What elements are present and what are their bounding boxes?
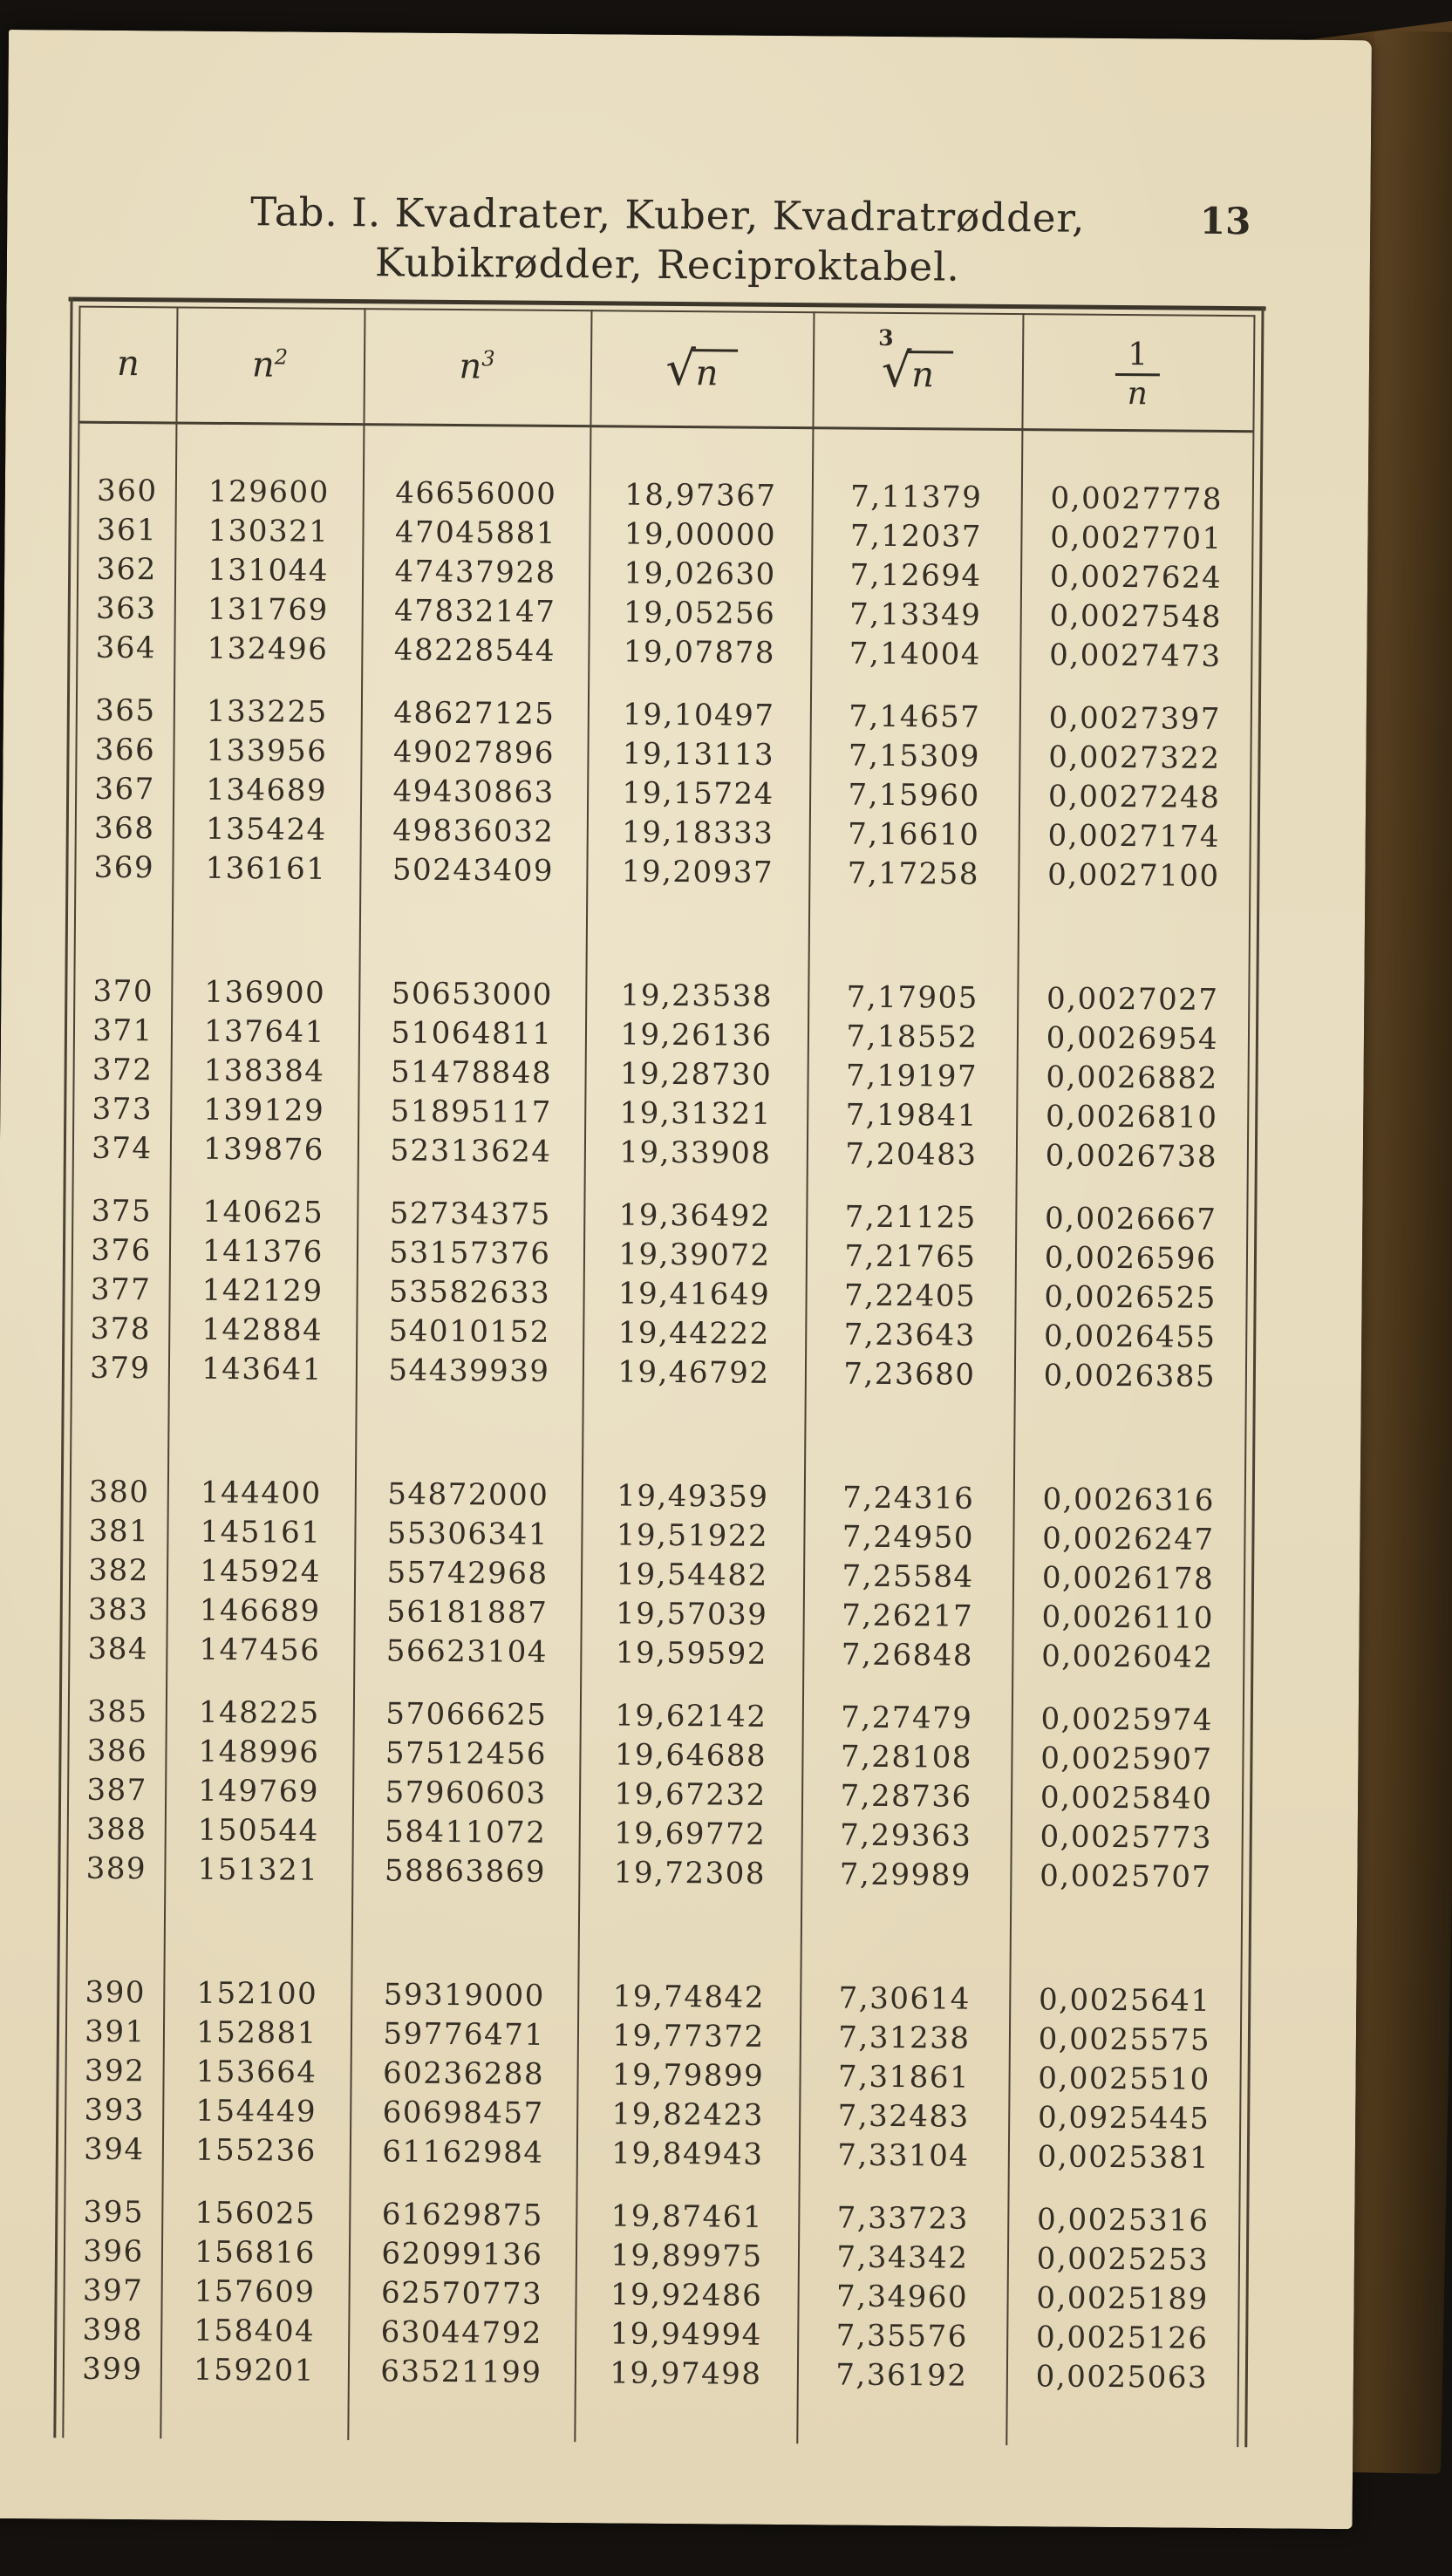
table-cell: 57066625: [385, 1696, 548, 1733]
table-cell: 19,54482: [616, 1557, 768, 1593]
table-cell: 0,0026110: [1041, 1599, 1215, 1636]
table-cell: 19,74842: [612, 1979, 766, 2015]
table-cell: 0,0026042: [1041, 1639, 1214, 1675]
table-cell: 151321: [197, 1851, 319, 1888]
table-cell: 152100: [196, 1975, 318, 2012]
table-cell: 0,0027624: [1049, 559, 1223, 596]
table-cell: 0,0026596: [1044, 1240, 1217, 1277]
table-cell: 62570773: [380, 2275, 543, 2312]
table-cell: 0,0925445: [1037, 2100, 1210, 2136]
table-cell: 7,28736: [840, 1778, 972, 1815]
table-cell: 7,32483: [837, 2098, 970, 2135]
table-cell: 395: [83, 2194, 145, 2231]
table-row: [66, 2130, 1239, 2179]
table-cell: 150544: [197, 1812, 319, 1849]
table-cell: 19,10497: [623, 697, 775, 733]
table-cell: 49836032: [392, 813, 555, 849]
table-cell: 7,26848: [841, 1637, 974, 1673]
table-cell: 0,0025840: [1040, 1780, 1213, 1816]
table-cell: 377: [90, 1271, 152, 1308]
table-cell: 57512456: [385, 1735, 548, 1772]
table-cell: 19,94994: [610, 2316, 763, 2353]
table-cell: 0,0026455: [1043, 1319, 1217, 1355]
table-cell: 380: [88, 1474, 150, 1510]
table-cell: 7,24316: [842, 1480, 975, 1516]
table-cell: 0,0026954: [1046, 1020, 1219, 1057]
table-cell: 55742968: [386, 1555, 549, 1591]
table-cell: 19,18333: [622, 814, 774, 851]
table-cell: 7,21765: [844, 1238, 977, 1275]
table-cell: 7,34960: [835, 2279, 969, 2315]
table-cell: 129600: [208, 474, 330, 510]
table-cell: 63521199: [380, 2354, 542, 2390]
table-cell: 19,49359: [617, 1478, 769, 1515]
table-cell: 0,0025641: [1038, 1982, 1211, 2019]
table-cell: 374: [92, 1130, 153, 1167]
table-cell: 19,20937: [621, 854, 774, 890]
table-cell: 372: [92, 1052, 153, 1088]
table-cell: 396: [83, 2233, 144, 2270]
table-cell: 397: [82, 2273, 144, 2309]
table-cell: 7,12037: [849, 518, 983, 555]
table-cell: 145924: [200, 1553, 322, 1590]
table-cell: 158404: [194, 2313, 316, 2349]
table-cell: 7,17258: [847, 855, 980, 892]
table-cell: 19,13113: [622, 736, 775, 773]
table-cell: 133956: [206, 733, 328, 769]
table-cell: 48627125: [393, 695, 556, 732]
table-cell: 19,79899: [611, 2057, 765, 2094]
table-row: [65, 2350, 1237, 2399]
table-cell: 7,36192: [835, 2357, 968, 2394]
table-cell: 393: [84, 2092, 146, 2129]
table-cell: 54872000: [387, 1476, 549, 1513]
table-cell: 394: [84, 2131, 145, 2168]
table-cell: 143641: [201, 1351, 323, 1387]
table-cell: 7,16610: [848, 816, 980, 853]
table-cell: 18,97367: [624, 477, 777, 514]
table-cell: 0,0027322: [1048, 739, 1221, 776]
table-cell: 141376: [201, 1233, 324, 1270]
table-cell: 19,33908: [619, 1135, 772, 1171]
table-cell: 378: [90, 1311, 152, 1347]
table-cell: 376: [91, 1232, 152, 1269]
page-header: [81, 186, 1255, 295]
table-cell: 50243409: [392, 852, 555, 889]
table-cell: 19,39072: [618, 1237, 771, 1273]
table-cell: 19,77372: [612, 2018, 765, 2055]
table-cell: 19,51922: [616, 1517, 769, 1554]
table-cell: 19,15724: [622, 775, 774, 812]
table-cell: 156025: [194, 2195, 317, 2232]
math-table: [64, 306, 1253, 2447]
table-cell: 19,92486: [610, 2277, 763, 2314]
table-cell: 19,67232: [614, 1776, 767, 1813]
table-cell: 0,0025510: [1038, 2061, 1210, 2097]
table-cell: 390: [85, 1974, 147, 2011]
table-cell: 19,62142: [615, 1698, 767, 1734]
table-cell: 0,0027701: [1050, 520, 1223, 556]
table-cell: 7,13349: [849, 596, 982, 633]
table-cell: 0,0025381: [1037, 2139, 1210, 2176]
table-cell: 0,0025773: [1040, 1819, 1213, 1856]
book-page: [0, 30, 1372, 2529]
table-cell: 399: [82, 2351, 143, 2388]
table-cell: 0,0025189: [1036, 2280, 1209, 2317]
table-cell: 0,0025575: [1038, 2021, 1211, 2058]
table-cell: 360: [96, 473, 158, 509]
table-cell: 7,24950: [842, 1519, 975, 1556]
table-cell: 0,0026667: [1044, 1201, 1217, 1237]
table-cell: 365: [95, 692, 156, 729]
table-cell: 0,0025063: [1035, 2359, 1209, 2395]
table-cell: 7,31861: [837, 2059, 971, 2096]
table-cell: 19,87461: [610, 2198, 764, 2235]
header-cell-n-squared: $n^2$: [251, 344, 289, 385]
table-cell: 19,64688: [614, 1737, 767, 1774]
table-cell: 7,14657: [849, 699, 981, 735]
table-cell: 0,0027174: [1047, 818, 1221, 855]
table-cell: 379: [90, 1350, 151, 1387]
table-cell: 52313624: [390, 1133, 552, 1169]
row-group: [65, 2193, 1239, 2399]
table-cell: 0,0027473: [1049, 637, 1222, 674]
table-cell: 54439939: [388, 1353, 550, 1389]
table-cell: 387: [86, 1772, 148, 1809]
table-cell: 375: [91, 1193, 153, 1230]
table-cell: 0,0026882: [1046, 1060, 1218, 1096]
table-cell: 136161: [205, 850, 327, 887]
table-cell: 370: [92, 973, 154, 1010]
table-cell: 159201: [193, 2352, 315, 2389]
table-cell: 156816: [194, 2234, 317, 2271]
table-cell: 139876: [202, 1131, 324, 1168]
table-cell: 7,33104: [837, 2137, 970, 2174]
table-cell: 7,29989: [839, 1857, 972, 1893]
table-cell: 7,17905: [846, 979, 979, 1016]
table-cell: 148996: [198, 1734, 320, 1770]
table-cell: 7,20483: [845, 1136, 978, 1173]
table-cell: 135424: [205, 811, 327, 848]
table-cell: 52734375: [389, 1196, 552, 1232]
table-cell: 0,0026525: [1044, 1279, 1217, 1316]
table-cell: 7,25584: [842, 1558, 974, 1595]
table-cell: 364: [95, 630, 157, 666]
table-cell: 366: [94, 732, 156, 768]
table-cell: 153664: [195, 2054, 317, 2090]
table-cell: 149769: [198, 1773, 320, 1809]
table-header: [79, 306, 1253, 431]
table-cell: 155236: [194, 2132, 317, 2169]
table-cell: 145161: [200, 1514, 322, 1550]
table-cell: 0,0026385: [1043, 1358, 1217, 1394]
table-cell: 385: [86, 1693, 148, 1730]
table-cell: 53582633: [388, 1274, 551, 1311]
table-cell: 7,18552: [846, 1019, 978, 1055]
table-cell: 134689: [206, 772, 328, 808]
table-cell: 7,27479: [841, 1700, 973, 1736]
table-cell: 47437928: [394, 554, 556, 590]
table-cell: 19,00000: [624, 516, 777, 553]
table-cell: 19,31321: [619, 1095, 773, 1132]
page-number: 13: [1199, 199, 1251, 243]
table-cell: 61629875: [381, 2197, 544, 2233]
table-cell: 19,26136: [620, 1017, 773, 1053]
table-cell: 0,0027248: [1047, 779, 1221, 815]
table-cell: 61162984: [382, 2134, 544, 2171]
row-group: [76, 692, 1251, 897]
radical-sign: √: [881, 342, 912, 398]
table-cell: 60236288: [382, 2055, 545, 2092]
table-cell: 0,0025707: [1040, 1858, 1212, 1895]
table-cell: 132496: [207, 630, 329, 667]
table-cell: 19,07878: [623, 634, 776, 671]
page-title-line2: Kubikrødder, Reciproktabel.: [374, 239, 961, 290]
table-cell: 131769: [207, 591, 329, 628]
table-cell: 0,0027778: [1050, 480, 1224, 517]
table-cell: 367: [94, 771, 156, 808]
table-cell: 7,12694: [849, 557, 982, 594]
table-row: [78, 629, 1251, 678]
table-cell: 19,23538: [620, 978, 774, 1014]
table-cell: 54010152: [388, 1313, 550, 1350]
table-cell: 383: [87, 1591, 149, 1628]
table-cell: 0,0027027: [1046, 981, 1219, 1018]
table-cell: 49430863: [392, 773, 555, 810]
table-cell: 7,15960: [848, 777, 980, 814]
table-cell: 19,59592: [615, 1635, 768, 1672]
table-cell: 57960603: [385, 1775, 547, 1811]
table-cell: 19,84943: [611, 2136, 764, 2172]
table-cell: 0,0027397: [1048, 700, 1222, 737]
table-cell: 0,0026316: [1042, 1482, 1216, 1518]
table-cell: 382: [88, 1552, 149, 1589]
table-cell: 55306341: [386, 1516, 549, 1552]
table-cell: 363: [95, 590, 157, 627]
row-group: [78, 472, 1252, 678]
table-cell: 136900: [204, 974, 326, 1011]
radical-index: 3: [878, 324, 894, 351]
table-cell: 154449: [195, 2093, 317, 2130]
table-cell: 147456: [199, 1632, 321, 1668]
table-cell: 131044: [208, 552, 330, 589]
table-cell: 19,72308: [613, 1855, 767, 1891]
table-cell: 7,26217: [842, 1598, 974, 1634]
table-cell: 7,19197: [845, 1058, 978, 1094]
table-cell: 7,28108: [840, 1739, 973, 1775]
table-cell: 58863869: [384, 1853, 547, 1890]
table-cell: 0,0027100: [1047, 857, 1220, 894]
table-cell: 19,44222: [617, 1315, 771, 1352]
table-cell: 7,33723: [836, 2200, 970, 2237]
table-cell: 386: [86, 1733, 148, 1769]
table-cell: 152881: [195, 2014, 318, 2051]
table-cell: 19,97498: [610, 2355, 762, 2392]
table-cell: 19,69772: [613, 1816, 767, 1852]
table-cell: 60698457: [382, 2095, 544, 2131]
table-cell: 381: [88, 1513, 150, 1550]
table-cell: 53157376: [389, 1235, 551, 1271]
header-cell-cbrt-n: 3 √n: [882, 342, 954, 398]
table-cell: 392: [84, 2053, 146, 2089]
table-cell: 7,23643: [843, 1317, 976, 1353]
table-cell: 157609: [194, 2273, 316, 2310]
table-cell: 362: [96, 551, 158, 588]
table-cell: 47045881: [394, 515, 557, 551]
table-cell: 56623104: [385, 1633, 549, 1670]
table-cell: 388: [85, 1811, 147, 1848]
table-cell: 138384: [203, 1053, 325, 1089]
table-cell: 142884: [201, 1312, 324, 1348]
table-row: [70, 1630, 1243, 1679]
table-cell: 7,22405: [843, 1278, 977, 1314]
table-row: [76, 848, 1249, 897]
radical-sign: √: [665, 340, 697, 396]
header-cell-reciprocal: $\frac{1}{n}$: [1115, 333, 1161, 411]
table-cell: 7,21125: [844, 1199, 978, 1236]
table-cell: 56181887: [386, 1594, 549, 1631]
table-body: [65, 472, 1252, 2398]
row-group: [68, 1693, 1243, 1898]
table-cell: 0,0026738: [1045, 1138, 1218, 1175]
table-cell: 47832147: [394, 593, 556, 630]
table-cell: 389: [85, 1850, 147, 1887]
table-cell: 59319000: [383, 1977, 545, 2014]
table-cell: 0,0025316: [1036, 2202, 1210, 2239]
table-cell: 0,0026810: [1045, 1099, 1218, 1135]
table-row: [68, 1850, 1241, 1898]
table-cell: 0,0026247: [1042, 1521, 1215, 1557]
table-cell: 62099136: [381, 2236, 543, 2273]
table-cell: 371: [92, 1012, 153, 1049]
table-cell: 137641: [203, 1013, 326, 1050]
table-cell: 58411072: [385, 1814, 547, 1850]
row-group: [70, 1473, 1244, 1679]
table-row: [74, 1129, 1247, 1178]
table-cell: 384: [87, 1631, 149, 1667]
table-cell: 7,15309: [848, 738, 981, 774]
table-cell: 0,0025907: [1040, 1741, 1213, 1777]
table-cell: 48228544: [393, 632, 556, 669]
table-cell: 19,82423: [611, 2096, 765, 2133]
row-group: [72, 1192, 1247, 1398]
table-cell: 49027896: [392, 734, 556, 771]
row-group: [74, 972, 1249, 1178]
table-cell: 7,14004: [849, 636, 982, 672]
table-cell: 7,23680: [843, 1356, 976, 1393]
table-cell: 19,46792: [617, 1354, 770, 1391]
table-cell: 368: [93, 810, 155, 847]
table-cell: 0,0025126: [1035, 2320, 1209, 2356]
table-cell: 140625: [202, 1194, 324, 1230]
table-cell: 361: [96, 512, 158, 549]
table-cell: 19,36492: [618, 1197, 772, 1234]
header-cell-n-cubed: $n^3$: [459, 346, 495, 387]
table-cell: 391: [85, 2014, 146, 2050]
table-cell: 50653000: [391, 976, 554, 1012]
row-group: [66, 1973, 1241, 2179]
table-cell: 7,19841: [845, 1097, 978, 1134]
table-cell: 0,0026178: [1041, 1560, 1215, 1597]
table-cell: 51478848: [390, 1054, 553, 1091]
table-cell: 51064811: [391, 1015, 553, 1052]
table-cell: 142129: [201, 1272, 324, 1309]
table-cell: 130321: [208, 513, 330, 549]
page-title-line1: Tab. I. Kvadrater, Kuber, Kvadratrødder,: [250, 188, 1086, 242]
table-cell: 46656000: [395, 475, 557, 512]
table-cell: 59776471: [383, 2016, 545, 2053]
table-cell: 0,0027548: [1049, 598, 1223, 635]
table-cell: 7,30614: [838, 1980, 971, 2017]
table-cell: 63044792: [380, 2314, 542, 2351]
table-cell: 19,57039: [615, 1596, 768, 1632]
table-cell: 19,02630: [624, 555, 776, 592]
table-cell: 7,31238: [838, 2020, 971, 2056]
table-cell: 7,35576: [835, 2318, 968, 2355]
table-cell: 0,0025253: [1036, 2241, 1210, 2278]
table-row: [72, 1349, 1245, 1398]
header-cell-sqrt-n: √n: [665, 340, 738, 396]
table-cell: 373: [92, 1091, 153, 1128]
table-cell: 144400: [200, 1475, 322, 1511]
table-cell: 133225: [206, 693, 328, 730]
header-cell-n: n: [116, 343, 140, 385]
table-cell: 146689: [199, 1592, 321, 1629]
table-cell: 369: [93, 849, 155, 886]
table-cell: 51895117: [390, 1094, 552, 1130]
table-cell: 398: [82, 2312, 144, 2348]
table-cell: 19,89975: [610, 2238, 763, 2274]
table-cell: 19,05256: [623, 595, 776, 631]
table-cell: 19,28730: [619, 1056, 773, 1093]
table-cell: 19,41649: [617, 1276, 771, 1312]
table-cell: 148225: [198, 1694, 320, 1731]
table-cell: 139129: [203, 1092, 325, 1128]
table-cell: 7,29363: [840, 1817, 972, 1854]
table-cell: 0,0025974: [1040, 1701, 1214, 1738]
table-cell: 7,11379: [850, 479, 983, 515]
table-cell: 7,34342: [836, 2239, 969, 2276]
